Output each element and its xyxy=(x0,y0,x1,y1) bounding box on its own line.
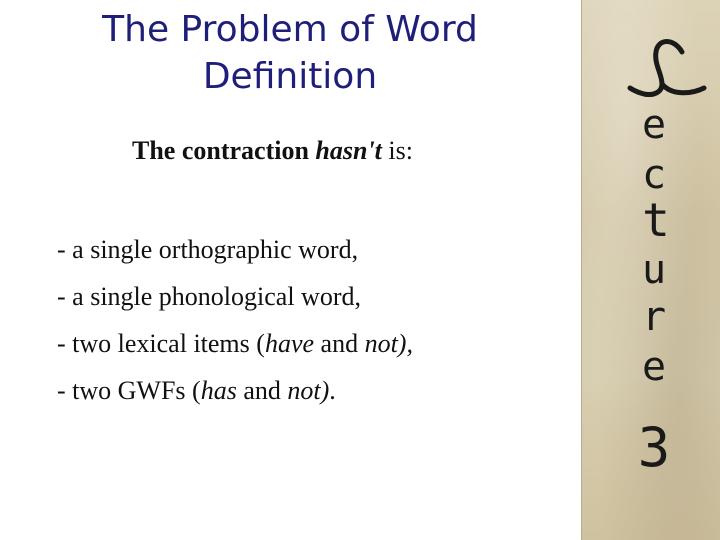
title-line-2: Definition xyxy=(202,56,378,97)
list-item: - a single orthographic word, xyxy=(57,235,359,264)
sidebar-letter: u xyxy=(641,247,667,293)
intro-lead: The contraction xyxy=(132,136,316,165)
list-item: - a single phonological word, xyxy=(57,282,361,311)
intro-word: hasn't xyxy=(315,136,382,165)
list-item-text: - two GWFs ( xyxy=(57,376,201,405)
sidebar-number: 3 xyxy=(637,416,671,479)
title-line-1: The Problem of Word xyxy=(102,9,478,50)
intro-tail: is: xyxy=(381,136,413,165)
sidebar-letter: r xyxy=(641,294,667,340)
list-item-text: and xyxy=(314,329,365,358)
sidebar-letter-L xyxy=(630,42,704,95)
list-item xyxy=(57,367,413,414)
list-item-emphasis: not) xyxy=(287,376,330,405)
list-item-text: - two lexical items ( xyxy=(57,329,265,358)
sidebar-letter: c xyxy=(641,152,667,198)
lecture-sidebar xyxy=(581,0,720,540)
sidebar-letter: t xyxy=(642,193,670,247)
definition-list xyxy=(57,226,413,414)
list-item xyxy=(57,320,413,367)
list-item-emphasis: has xyxy=(200,376,237,405)
sidebar-letter: e xyxy=(641,102,667,148)
list-item-text: and xyxy=(236,376,288,405)
list-item-text: . xyxy=(329,376,336,405)
slide-title xyxy=(40,6,540,100)
list-item-emphasis: have xyxy=(264,329,315,358)
lecture-sidebar-lettering xyxy=(582,0,720,540)
list-item-emphasis: not), xyxy=(364,329,413,358)
intro-sentence xyxy=(132,136,413,166)
sidebar-letter: e xyxy=(641,344,667,390)
